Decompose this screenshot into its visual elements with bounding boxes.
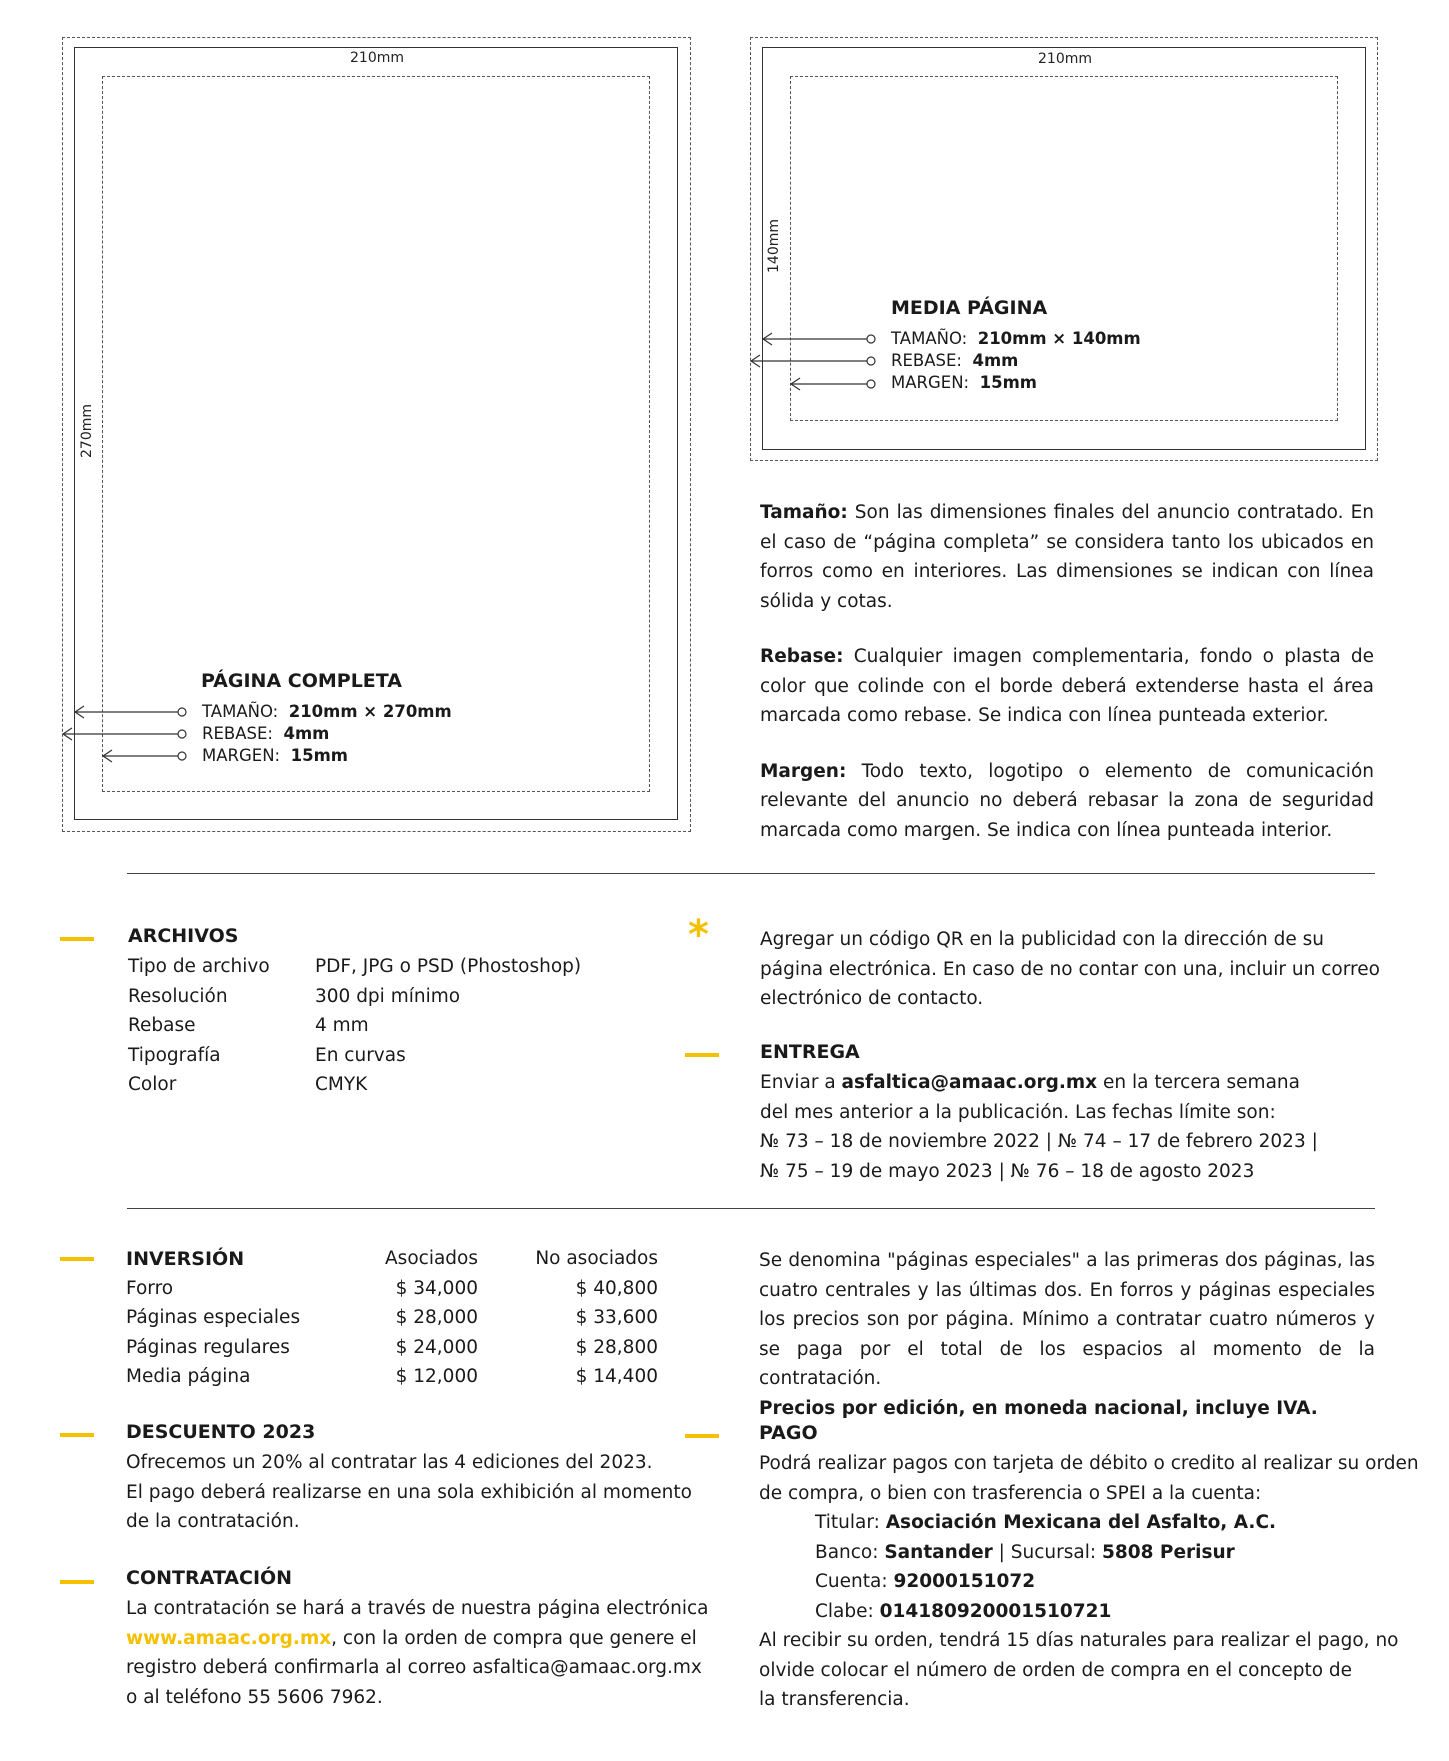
pago-label: Clabe:	[815, 1600, 880, 1622]
spec-value: 15mm	[979, 373, 1037, 392]
spec-value: 15mm	[290, 746, 348, 765]
archivos-table	[128, 952, 581, 1100]
definition-bleed	[760, 642, 1374, 731]
price-label: Páginas especiales	[126, 1307, 301, 1329]
price-asociados: $ 24,000	[395, 1336, 478, 1358]
contratacion-post: , con la orden de compra que genere el	[331, 1627, 697, 1649]
spec-value: 210mm × 140mm	[977, 329, 1141, 348]
asterisk-icon: *	[688, 912, 709, 958]
definition-size	[760, 498, 1374, 616]
divider-top	[127, 873, 1375, 874]
pago-text	[759, 1449, 1419, 1715]
section-marker	[60, 1433, 94, 1437]
price-no-asociados: $ 28,800	[575, 1336, 658, 1358]
archivos-value: En curvas	[315, 1044, 406, 1066]
contratacion-line: La contratación se hará a través de nuestra página electrónica	[126, 1598, 709, 1619]
archivos-label: Tipo de archivo	[128, 956, 270, 977]
spec-key: REBASE:	[891, 351, 962, 370]
entrega-deadlines-1: № 73 – 18 de noviembre 2022 | № 74 – 17 de febrero 2023 |	[760, 1131, 1318, 1152]
definition-term: Tamaño:	[760, 502, 848, 523]
archivos-row	[128, 1041, 581, 1071]
price-label: Forro	[126, 1277, 174, 1299]
definition-term: Margen:	[760, 760, 847, 782]
half-page-title: MEDIA PÁGINA	[891, 297, 1048, 319]
half-page-height-label: 140mm	[766, 219, 782, 273]
spec-key: MARGEN:	[202, 746, 281, 765]
divider-middle	[127, 1208, 1375, 1209]
table-row	[126, 1333, 658, 1363]
price-no-asociados: $ 33,600	[575, 1307, 658, 1329]
pago-line: Podrá realizar pagos con tarjeta de débito o credito al realizar su orden	[759, 1453, 1419, 1474]
table-row	[126, 1274, 658, 1304]
spec-key: TAMAÑO:	[891, 329, 968, 348]
pago-label: Cuenta:	[815, 1571, 894, 1592]
table-row	[126, 1362, 658, 1392]
price-table	[126, 1244, 658, 1392]
col-asociados: Asociados	[385, 1248, 478, 1270]
entrega-pre: Enviar a	[760, 1072, 842, 1093]
pago-value: Santander	[884, 1541, 993, 1563]
entrega-email: asfaltica@amaac.org.mx	[841, 1072, 1098, 1093]
entrega-post: en la tercera semana	[1097, 1072, 1300, 1093]
pago-value: 014180920001510721	[879, 1600, 1112, 1622]
spec-value: 4mm	[283, 724, 330, 743]
pago-clabe	[759, 1597, 1419, 1627]
col-no-asociados: No asociados	[535, 1248, 658, 1270]
archivos-label: Color	[128, 1074, 177, 1095]
spec-key: MARGEN:	[891, 373, 970, 392]
entrega-title: ENTREGA	[760, 1041, 860, 1063]
spec-value: 4mm	[972, 351, 1019, 370]
definition-text: Son las dimensiones finales del anuncio contratado. En el caso de “página completa” se considera tanto los ubicados en forros como en interiores. Las dimensiones se indican con línea sólida y cotas.	[760, 502, 1374, 612]
price-asociados: $ 12,000	[395, 1366, 478, 1388]
especiales-bold: Precios por edición, en moneda nacional, incluye IVA.	[759, 1397, 1318, 1419]
full-page-width-label: 210mm	[350, 50, 404, 66]
price-asociados: $ 34,000	[395, 1277, 478, 1299]
archivos-label: Resolución	[128, 985, 228, 1007]
inversion-title: INVERSIÓN	[126, 1247, 245, 1270]
pago-line: de compra, o bien con trasferencia o SPEI a la cuenta:	[759, 1482, 1262, 1504]
definition-text: Todo texto, logotipo o elemento de comunicación relevante del anuncio no deberá rebasar la zona de seguridad marcada como margen. Se indica con línea punteada interior.	[760, 760, 1374, 841]
archivos-label: Tipografía	[128, 1044, 221, 1066]
contratacion-line: registro deberá confirmarla al correo asfaltica@amaac.org.mx	[126, 1657, 702, 1678]
descuento-text	[126, 1448, 692, 1537]
definition-text: Cualquier imagen complementaria, fondo o plasta de color que colinde con el borde deberá extenderse hasta el área marcada como rebase. Se indica con línea punteada exterior.	[760, 646, 1374, 726]
spec-value: 210mm × 270mm	[288, 702, 452, 721]
contratacion-line	[126, 1624, 709, 1654]
archivos-value: 4 mm	[315, 1015, 369, 1036]
section-marker	[685, 1434, 719, 1438]
archivos-value: PDF, JPG o PSD (Phostoshop)	[315, 956, 582, 977]
table-row	[126, 1303, 658, 1333]
archivos-value: CMYK	[315, 1074, 368, 1095]
pago-value: Asociación Mexicana del Asfalto, A.C.	[885, 1512, 1277, 1533]
pago-titular	[759, 1508, 1419, 1538]
spec-key: TAMAÑO:	[202, 702, 279, 721]
pago-label: | Sucursal:	[992, 1541, 1102, 1563]
definition-margin	[760, 757, 1374, 846]
archivos-row	[128, 1070, 581, 1100]
price-table-header	[126, 1244, 658, 1274]
price-no-asociados: $ 14,400	[575, 1366, 658, 1388]
price-asociados: $ 28,000	[395, 1307, 478, 1329]
qr-note-text: Agregar un código QR en la publicidad con la dirección de su página electrónica. En caso de no contar con una, incluir un correo electrónico de contacto.	[760, 929, 1380, 1009]
pago-title: PAGO	[759, 1422, 818, 1444]
section-marker	[60, 937, 94, 941]
descuento-title: DESCUENTO 2023	[126, 1421, 316, 1443]
entrega-text	[760, 1068, 1318, 1186]
entrega-line: del mes anterior a la publicación. Las fechas límite son:	[760, 1101, 1276, 1123]
archivos-row	[128, 1011, 581, 1041]
archivos-label: Rebase	[128, 1015, 196, 1036]
contratacion-text	[126, 1594, 709, 1712]
especiales-note	[759, 1246, 1375, 1423]
descuento-line: de la contratación.	[126, 1511, 300, 1532]
website-link[interactable]: www.amaac.org.mx	[126, 1627, 332, 1649]
contratacion-line: o al teléfono 55 5606 7962.	[126, 1686, 383, 1708]
entrega-line	[760, 1068, 1318, 1098]
section-marker	[60, 1580, 94, 1584]
price-label: Páginas regulares	[126, 1336, 290, 1358]
full-page-title: PÁGINA COMPLETA	[201, 670, 402, 692]
archivos-row	[128, 982, 581, 1012]
archivos-value: 300 dpi mínimo	[315, 985, 461, 1007]
pago-line: Al recibir su orden, tendrá 15 días naturales para realizar el pago, no	[759, 1630, 1399, 1651]
pago-line: olvide colocar el número de orden de compra en el concepto de	[759, 1659, 1353, 1681]
pago-banco	[759, 1538, 1419, 1568]
contratacion-title: CONTRATACIÓN	[126, 1567, 293, 1589]
entrega-deadlines-2: № 75 – 19 de mayo 2023 | № 76 – 18 de agosto 2023	[760, 1160, 1255, 1182]
inversion-table	[126, 1244, 658, 1392]
archivos-row	[128, 952, 581, 982]
archivos-title: ARCHIVOS	[128, 925, 239, 947]
full-page-height-label: 270mm	[79, 404, 95, 458]
pago-cuenta	[759, 1567, 1419, 1597]
pago-value: 5808 Perisur	[1101, 1541, 1235, 1563]
pago-line: la transferencia.	[759, 1689, 910, 1710]
section-marker	[60, 1257, 94, 1261]
spec-key: REBASE:	[202, 724, 273, 743]
half-page-width-label: 210mm	[1038, 51, 1092, 67]
pago-value: 92000151072	[893, 1571, 1036, 1592]
pago-label: Titular:	[815, 1512, 886, 1533]
descuento-line: Ofrecemos un 20% al contratar las 4 ediciones del 2023.	[126, 1452, 653, 1473]
definition-term: Rebase:	[760, 646, 844, 667]
especiales-text: Se denomina "páginas especiales" a las primeras dos páginas, las cuatro centrales y las últimas dos. En forros y páginas especiales los precios son por página. Mínimo a contratar cuatro números y se paga por el total de los espacios al momento de la contratación.	[759, 1250, 1375, 1389]
price-label: Media página	[126, 1366, 251, 1388]
pago-label: Banco:	[815, 1541, 885, 1563]
definitions	[760, 498, 1374, 845]
price-no-asociados: $ 40,800	[575, 1277, 658, 1299]
descuento-line: El pago deberá realizarse en una sola exhibición al momento	[126, 1481, 692, 1503]
section-marker	[685, 1053, 719, 1057]
